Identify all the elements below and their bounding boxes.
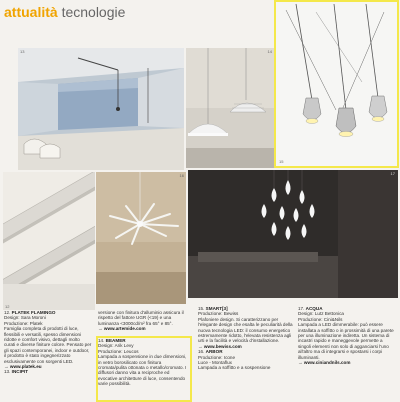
product-text-platek-flamingo <box>4 310 92 400</box>
product-title: 14. BEAMER <box>98 338 126 343</box>
product-description: Plafoniere design. Si caratterizzano per l'elegante design che esalta le peculiarità della nuova tecnologia LED: il consumo energetico estremamente ridotto, l'elevata resistenza agli urti e la facilità e velocità d'installazione. <box>198 316 293 344</box>
product-title: 13. INCIPIT <box>4 369 29 375</box>
beamer-lamp-illustration <box>96 172 186 304</box>
highlight-frame <box>96 336 192 402</box>
product-design: Produzione: Bewiss <box>198 311 239 317</box>
product-design: Design: Sara Moroni <box>4 315 46 321</box>
product-description: Famiglia completa di prodotti di luce, flessibili e versatili, spesso dimensioni ridotte e comfort visivo, dettagli molto curati e diverse finiture colore. Pensato per gli spazi contemporanei, indoor e outdoor, il prodotto è stato ingegnerizzato esclusivamente con sorgenti LED. <box>4 326 92 364</box>
product-design: Design: Arik Levy <box>98 343 134 349</box>
product-text-acqua <box>298 306 396 400</box>
product-production: Produzione: Cini&Nils <box>298 316 343 322</box>
room-interior-illustration <box>18 48 184 170</box>
product-text-smart3 <box>198 306 294 400</box>
product-design: Produzione: Icone <box>198 354 236 360</box>
product-description: versione con finitura d'alluminio assicura il rispetto del fattore UGR (<19) e una luminanza <3000cd/m² fra 65° e 85°. <box>98 310 184 326</box>
section-header <box>4 4 125 20</box>
product-production: Luce - Montaflux <box>198 360 232 366</box>
highlight-frame <box>274 0 399 168</box>
photo-beamer-lamp <box>96 172 186 304</box>
photo-number: 17 <box>390 171 395 176</box>
led-fixtures-illustration <box>3 172 95 310</box>
product-title: 15. SMART[3] <box>198 306 228 311</box>
photo-dome-pendants <box>186 48 274 168</box>
product-title: 12. PLATEK FLAMINGO <box>4 310 56 315</box>
product-title: 16. ARBOR <box>198 349 223 355</box>
product-link[interactable]: → www.artemide.com <box>98 326 146 332</box>
dome-pendant-illustration <box>186 48 274 168</box>
product-link[interactable]: → www.bewiss.com <box>198 343 242 349</box>
photo-number: 14 <box>267 49 272 54</box>
photo-number: 12 <box>5 304 10 309</box>
product-production: Produzione: Platek <box>4 320 43 326</box>
product-production: Produzione: Leucos <box>98 348 139 354</box>
product-text-artemide <box>98 310 192 334</box>
photo-number: 15 <box>279 159 284 164</box>
product-description: Lampada a soffitto e a sospensione <box>198 365 271 371</box>
product-link[interactable]: → www.ciniandnils.com <box>298 360 351 366</box>
photo-room-interior <box>18 48 184 170</box>
photo-platek-flamingo <box>3 172 95 310</box>
product-description: Lampada a LED dimmerabile: può essere installata a soffitto o in prossimità di una parete per una illuminazione indiretta. Un sistema di incastri rapido e maneggevole permette a singoli elementi non solo di agganciarsi l'uno all'altro ma di integrarsi e spostarsi i corpi illuminanti. <box>298 322 394 360</box>
arbor-lamps-illustration <box>188 170 398 298</box>
product-link[interactable]: → www.platek.eu <box>4 364 42 370</box>
photo-number: 16 <box>179 173 184 178</box>
section-title: tecnologie <box>61 4 126 20</box>
product-description: Lampada a sospensione in due dimensioni, in vetro borosilicato con finitura cromata/pulita ottonata o metallo/cromato. I diffusori danno vita a reciproche ed evocative architetture di luce, consentendo varie possibilità. <box>98 354 187 387</box>
photo-number: 13 <box>20 49 25 54</box>
product-title: 17. ACQUA <box>298 306 323 311</box>
section-title-accent: attualità <box>4 4 58 20</box>
photo-arbor-lamps <box>188 170 398 298</box>
product-design: Design: Lutz Bettonica <box>298 311 344 317</box>
